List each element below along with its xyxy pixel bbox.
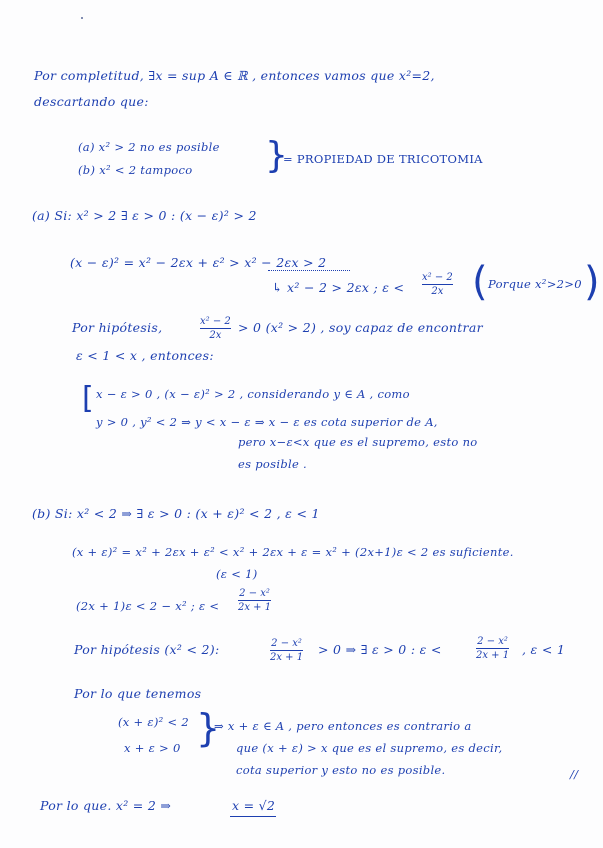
curly-brace-b: } [196,706,221,750]
fraction-bar [422,284,453,285]
line-discarding: descartando que: [34,94,149,109]
fraction-epsilon-bound-b [238,588,271,613]
trichotomy-label: = PROPIEDAD DE TRICOTOMIA [283,152,483,166]
fraction-epsilon-bound-a [422,272,453,297]
fraction-bar [238,600,271,601]
condition-square: (x + ε)² < 2 [118,715,190,729]
hypothesis-b-intro: Por hipótesis (x² < 2): [74,642,220,657]
right-paren: ) [584,259,600,305]
fraction-numerator: 2 − x² [271,638,302,649]
fraction-numerator: x² − 2 [422,272,453,283]
hypothesis-a-rest: > 0 (x² > 2) , soy capaz de encontrar [238,320,483,335]
condition-positive: x + ε > 0 [124,741,181,755]
wavy-underline [268,270,350,271]
curly-brace: } [265,135,288,176]
not-possible-a: es posible . [238,457,307,471]
hypothesis-a-intro: Por hipótesis, [72,320,163,335]
left-bracket: [ [82,381,94,416]
case-b-inequality: (2x + 1)ε < 2 − x² ; ε < [76,599,220,613]
case-a-header: (a) Si: x² > 2 ∃ ε > 0 : (x − ε)² > 2 [32,208,257,223]
left-paren: ( [472,259,488,305]
ink-dot [81,17,83,19]
considering-line: x − ε > 0 , (x − ε)² > 2 , considerando y ∈ A , como [96,387,410,401]
epsilon-less-one-b: , ε < 1 [522,642,566,657]
case-b-statement: (b) x² < 2 tampoco [78,163,193,177]
case-a-inequality: ↳ x² − 2 > 2εx ; ε < [272,280,405,295]
fraction-hypothesis-a [200,316,231,341]
fraction-bar [270,650,303,651]
result-underline [230,816,276,817]
fraction-numerator: 2 − x² [239,588,270,599]
fraction-denominator: 2x [431,286,444,297]
fraction-hypothesis-b [270,638,303,663]
fraction-bar [476,648,509,649]
fraction-numerator: 2 − x² [477,636,508,647]
conclusion-line: Por lo que. x² = 2 ⇒ [40,798,172,813]
case-a-statement: (a) x² > 2 no es posible [78,140,220,154]
fraction-numerator: x² − 2 [200,316,231,327]
supremum-contradiction: que (x + ε) > x que es el supremo, es decir, [236,741,503,755]
fraction-denominator: 2x + 1 [238,602,272,613]
fraction-denominator: 2x [209,330,222,341]
fraction-bar [200,328,231,329]
case-b-expansion: (x + ε)² = x² + 2εx + ε² < x² + 2εx + ε = x² + (2x+1)ε < 2 es suficiente. [72,545,514,559]
case-b-header: (b) Si: x² < 2 ⇒ ∃ ε > 0 : (x + ε)² < 2 , ε < 1 [32,506,320,521]
end-mark: // [570,767,579,781]
line-completeness: Por completitud, ∃x = sup A ∈ ℝ , entonces vamos que x²=2, [34,68,435,83]
case-a-expansion: (x − ε)² = x² − 2εx + ε² > x² − 2εx > 2 [70,255,327,270]
fraction-denominator: 2x + 1 [476,650,510,661]
therefore-line: Por lo que tenemos [74,686,202,701]
epsilon-less-one: (ε < 1) [216,567,258,581]
because-note: Porque x²>2>0 [488,277,582,291]
not-possible-b: cota superior y esto no es posible. [236,763,446,777]
upper-bound-line: y > 0 , y² < 2 ⇒ y < x − ε ⇒ x − ε es cota superior de A, [96,415,438,429]
hypothesis-b-rest: > 0 ⇒ ∃ ε > 0 : ε < [318,642,442,657]
final-result: x = √2 [232,798,276,813]
fraction-denominator: 2x + 1 [270,652,304,663]
fraction-epsilon-bound-c [476,636,509,661]
epsilon-choice: ε < 1 < x , entonces: [76,348,214,363]
belongs-to-a-line: ⇒ x + ε ∈ A , pero entonces es contrario a [214,719,472,733]
contradiction-line: pero x−ε<x que es el supremo, esto no [238,435,478,449]
